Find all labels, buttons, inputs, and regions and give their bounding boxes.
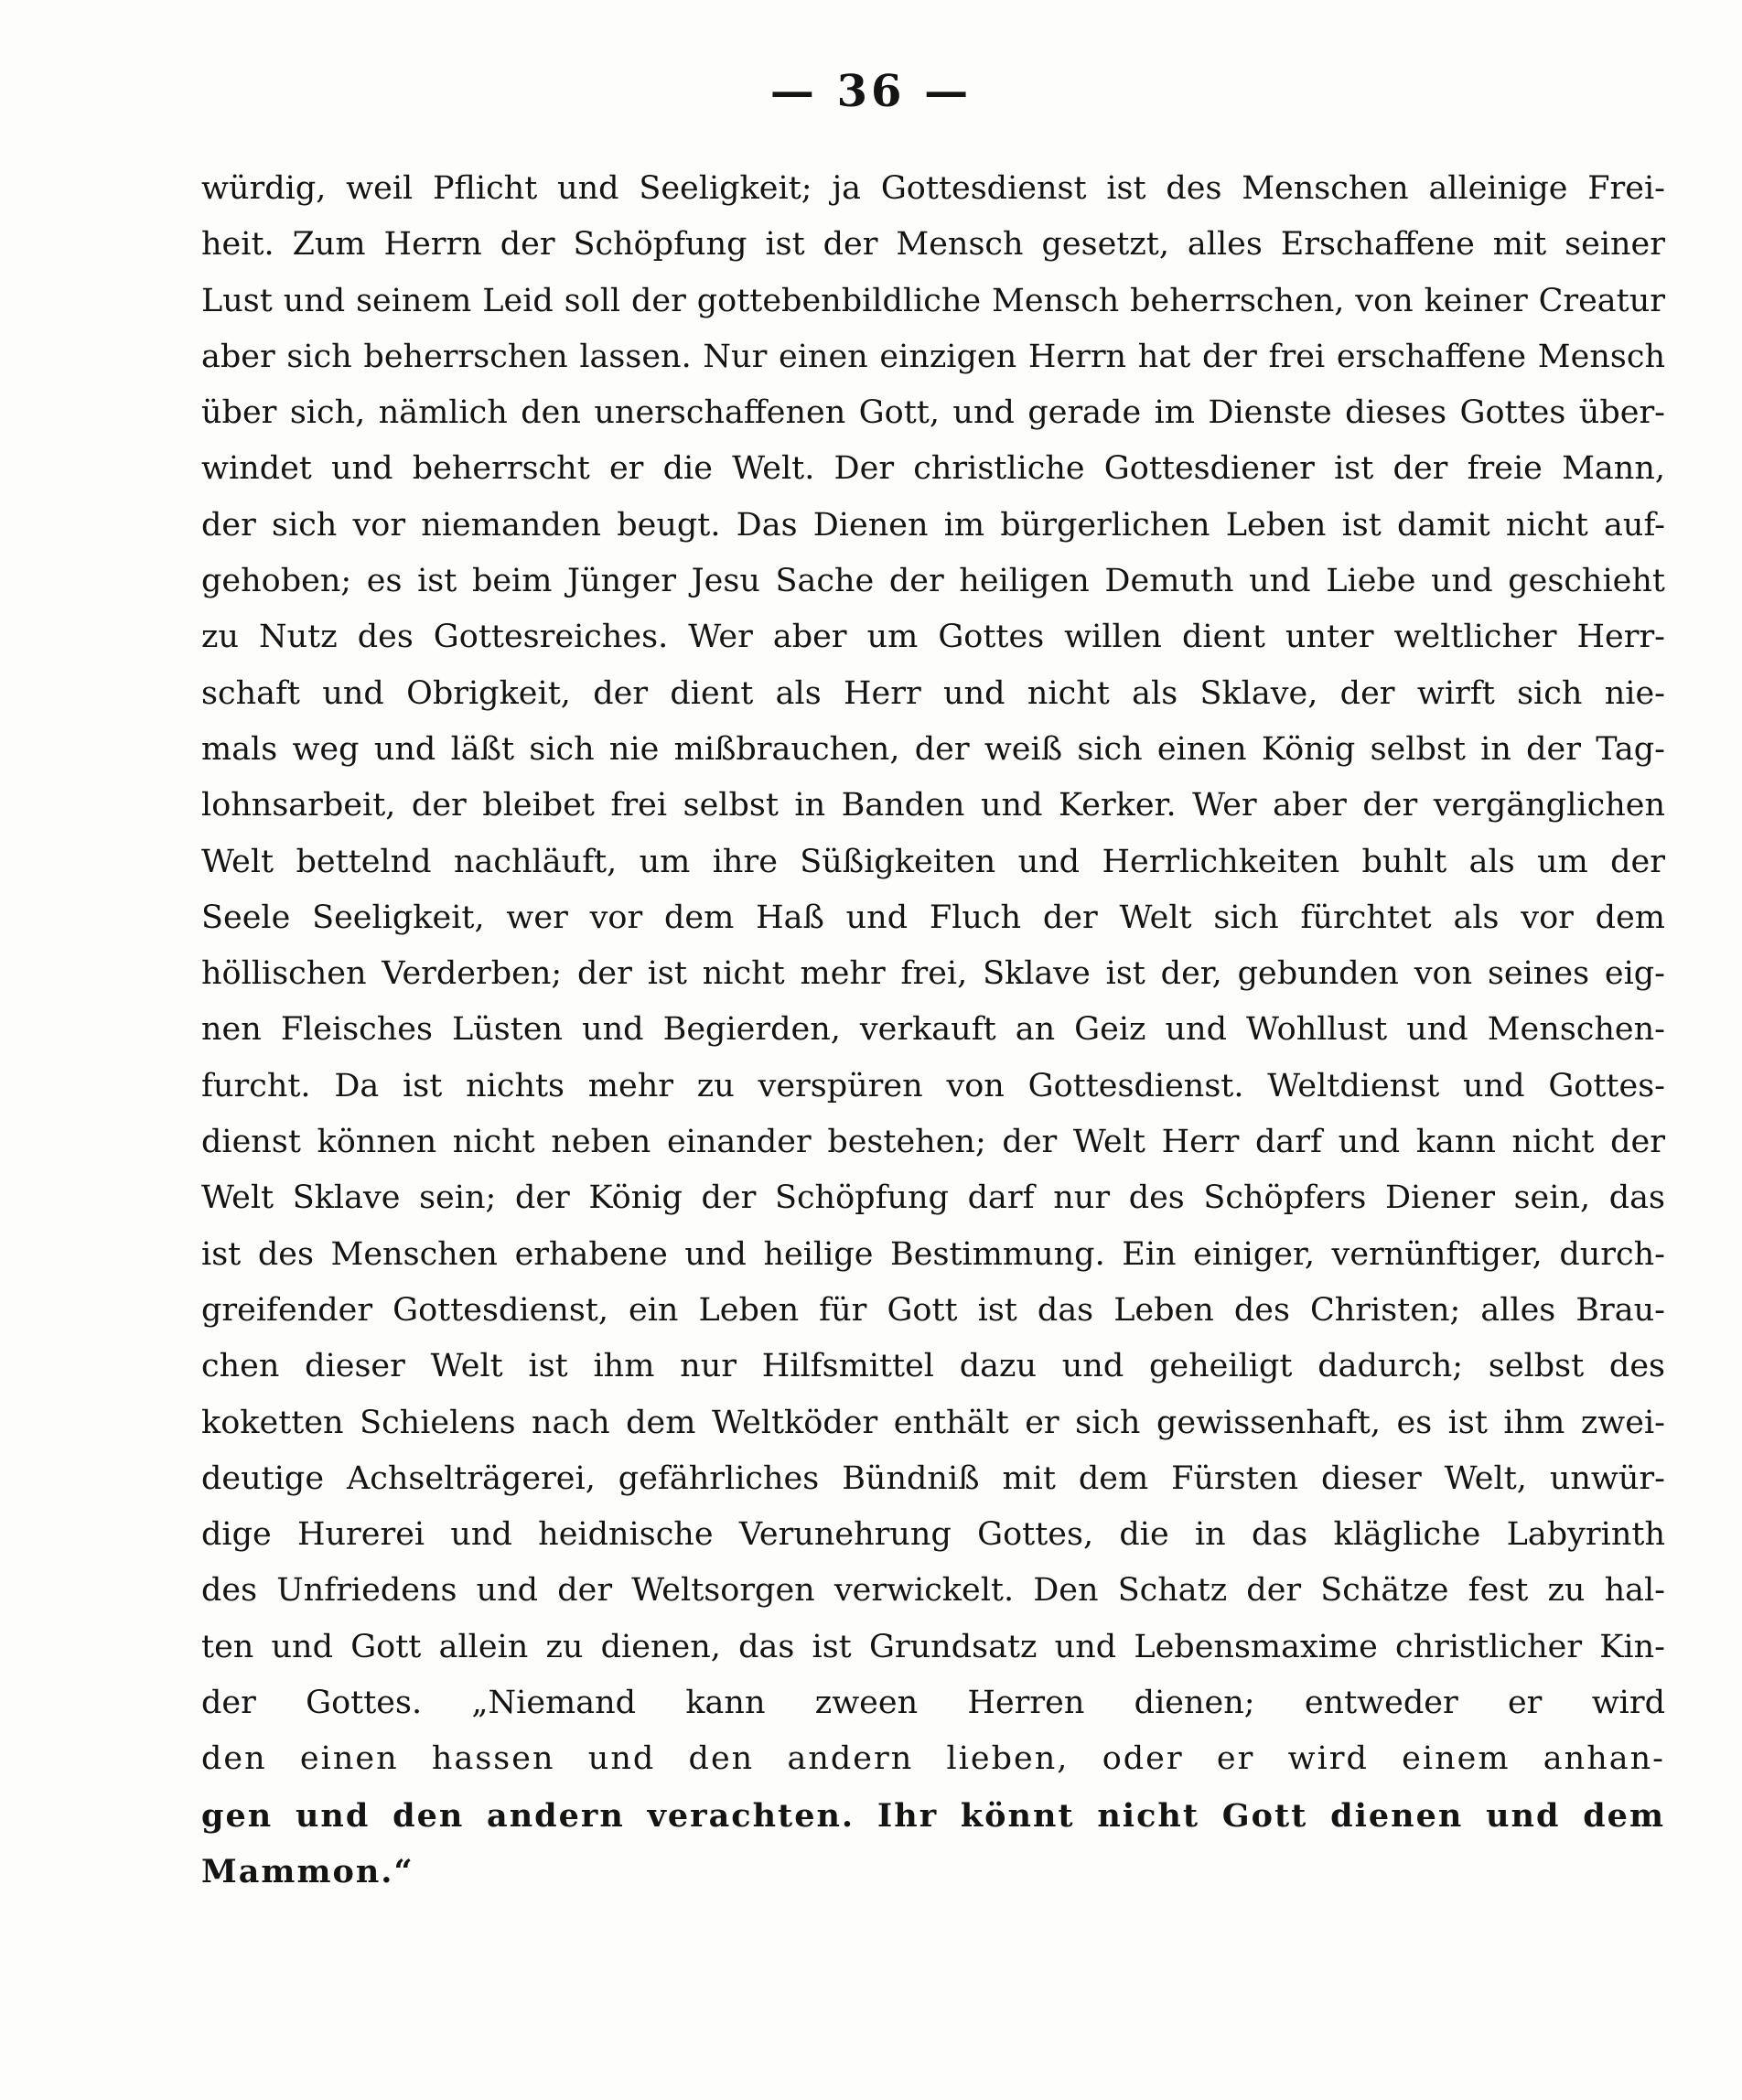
- text-line: der Gottes. „Niemand kann zween Herren dienen; entweder er wird: [201, 1685, 1665, 1722]
- text-line: nen Fleisches Lüsten und Begierden, verkauft an Geiz und Wohllust und Menschen-: [201, 1011, 1665, 1049]
- text-line: mals weg und läßt sich nie mißbrauchen, der weiß sich einen König selbst in der Tag-: [201, 730, 1665, 768]
- body-text: [201, 161, 1665, 1900]
- page-number: — 36 —: [769, 66, 973, 117]
- text-line: deutige Achselträgerei, gefährliches Bündniß mit dem Fürsten dieser Welt, unwür-: [201, 1459, 1665, 1497]
- quote-line: gen und den andern verachten. Ihr könnt nicht Gott dienen und dem: [201, 1796, 1665, 1835]
- text-line: zu Nutz des Gottesreiches. Wer aber um Gottes willen dient unter weltlicher Herr-: [201, 619, 1665, 656]
- quote-line: den einen hassen und den andern lieben, oder er wird einem anhan-: [201, 1740, 1665, 1778]
- text-line: ist des Menschen erhabene und heilige Bestimmung. Ein einiger, vernünftiger, durch-: [201, 1235, 1665, 1273]
- text-line: lohnsarbeit, der bleibet frei selbst in Banden und Kerker. Wer aber der vergänglichen: [201, 787, 1665, 824]
- text-line: Welt Sklave sein; der König der Schöpfung darf nur des Schöpfers Diener sein, das: [201, 1179, 1665, 1217]
- text-line: schaft und Obrigkeit, der dient als Herr und nicht als Sklave, der wirft sich nie-: [201, 674, 1665, 712]
- text-line: greifender Gottesdienst, ein Leben für Gott ist das Leben des Christen; alles Brau-: [201, 1291, 1665, 1329]
- text-line: furcht. Da ist nichts mehr zu verspüren von Gottesdienst. Weltdienst und Gottes-: [201, 1067, 1665, 1104]
- text-line: der sich vor niemanden beugt. Das Dienen im bürgerlichen Leben ist damit nicht auf-: [201, 506, 1665, 544]
- text-line: würdig, weil Pflicht und Seeligkeit; ja Gottesdienst ist des Menschen alleinige Frei-: [201, 170, 1665, 207]
- text-line: heit. Zum Herrn der Schöpfung ist der Mensch gesetzt, alles Erschaffene mit seiner: [201, 226, 1665, 264]
- text-line: chen dieser Welt ist ihm nur Hilfsmittel dazu und geheiligt dadurch; selbst des: [201, 1348, 1665, 1385]
- text-line: des Unfriedens und der Weltsorgen verwickelt. Den Schatz der Schätze fest zu hal-: [201, 1572, 1665, 1610]
- text-line: windet und beherrscht er die Welt. Der christliche Gottesdiener ist der freie Mann,: [201, 450, 1665, 488]
- text-line: höllischen Verderben; der ist nicht mehr frei, Sklave ist der, gebunden von seines eig-: [201, 955, 1665, 993]
- quote-line-last: Mammon.“: [201, 1852, 414, 1890]
- text-line: ten und Gott allein zu dienen, das ist Grundsatz und Lebensmaxime christlicher Kin-: [201, 1628, 1665, 1665]
- text-line: dienst können nicht neben einander bestehen; der Welt Herr darf und kann nicht der: [201, 1124, 1665, 1161]
- text-line: Seele Seeligkeit, wer vor dem Haß und Fluch der Welt sich fürchtet als vor dem: [201, 899, 1665, 936]
- text-line: Welt bettelnd nachläuft, um ihre Süßigkeiten und Herrlichkeiten buhlt als um der: [201, 843, 1665, 880]
- text-line: koketten Schielens nach dem Weltköder enthält er sich gewissenhaft, es ist ihm zwei-: [201, 1404, 1665, 1441]
- text-line: dige Hurerei und heidnische Verunehrung Gottes, die in das klägliche Labyrinth: [201, 1516, 1665, 1554]
- text-line: Lust und seinem Leid soll der gottebenbildliche Mensch beherrschen, von keiner Creatur: [201, 282, 1665, 319]
- text-line: aber sich beherrschen lassen. Nur einen einzigen Herrn hat der frei erschaffene Mensch: [201, 338, 1665, 375]
- text-line: über sich, nämlich den unerschaffenen Gott, und gerade im Dienste dieses Gottes über-: [201, 394, 1665, 432]
- text-line: gehoben; es ist beim Jünger Jesu Sache der heiligen Demuth und Liebe und geschieht: [201, 563, 1665, 600]
